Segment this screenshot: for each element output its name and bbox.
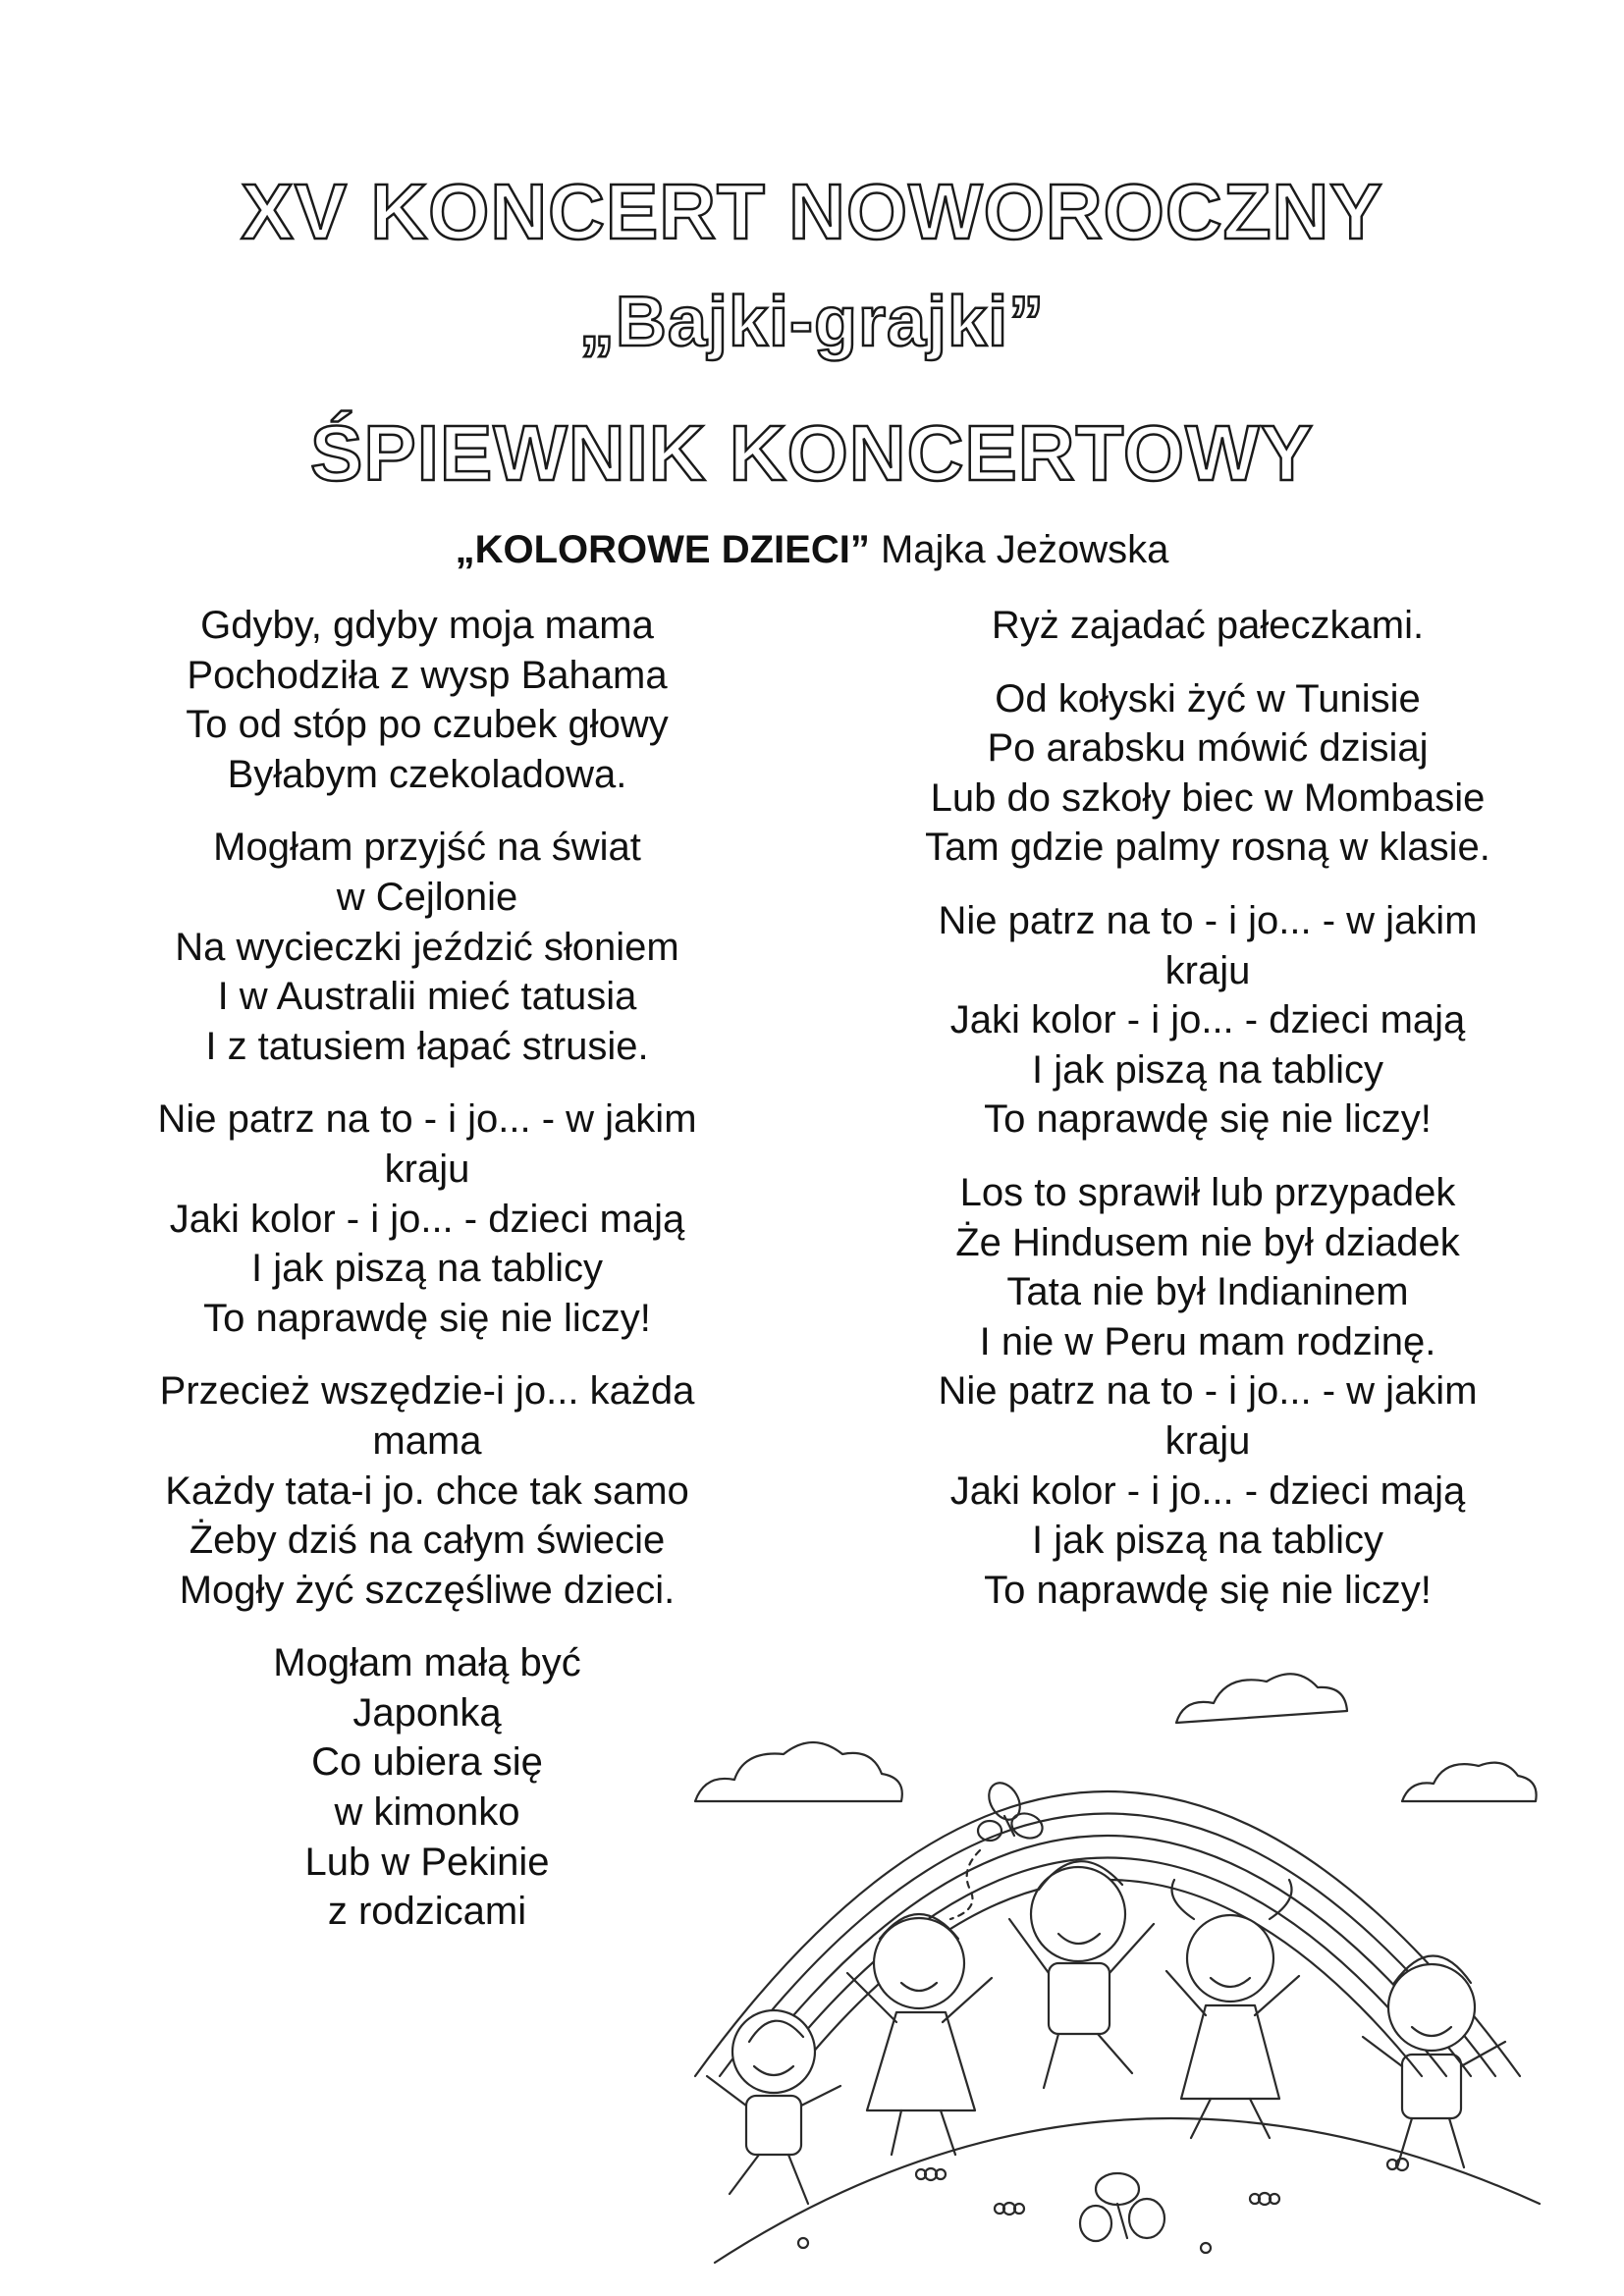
- lyric-line: kraju: [384, 1147, 470, 1191]
- lyric-line: Japonką: [352, 1690, 502, 1735]
- stanza: [874, 601, 1542, 651]
- lyric-line: Jaki kolor - i jo... - dzieci mają: [949, 998, 1466, 1042]
- child-2: [847, 1914, 992, 2155]
- lyric-line: Tata nie był Indianinem: [1006, 1270, 1409, 1314]
- song-title: „KOLOROWE DZIECI”: [455, 528, 870, 571]
- lyric-line: Żeby dziś na całym świecie: [189, 1519, 666, 1563]
- lyrics-right-column: [874, 601, 1542, 1638]
- stanza: [108, 1638, 746, 1937]
- lyric-line: To naprawdę się nie liczy!: [984, 1568, 1432, 1612]
- concert-title: XV KONCERT NOWOROCZNY: [241, 168, 1383, 255]
- stanza: [108, 601, 746, 799]
- lyric-line: Lub w Pekinie: [304, 1840, 550, 1884]
- lyric-line: Lub do szkoły biec w Mombasie: [930, 775, 1486, 820]
- lyric-line: Co ubiera się: [311, 1740, 543, 1785]
- children-rainbow-illustration-icon: [656, 1654, 1569, 2272]
- lyric-line: Po arabsku mówić dzisiaj: [987, 726, 1429, 771]
- lyric-line: I w Australii mieć tatusia: [217, 975, 637, 1019]
- concert-subtitle: „Bajki-grajki”: [578, 283, 1046, 361]
- lyric-line: kraju: [1164, 948, 1251, 992]
- songbook-title: ŚPIEWNIK KONCERTOWY: [309, 409, 1314, 497]
- hill: [715, 2118, 1540, 2263]
- child-3: [1009, 1861, 1154, 2088]
- lyric-line: Los to sprawił lub przypadek: [959, 1170, 1456, 1214]
- lyric-line: Nie patrz na to - i jo... - w jakim: [938, 898, 1478, 942]
- clouds: [695, 1674, 1537, 1801]
- lyric-line: I nie w Peru mam rodzinę.: [979, 1319, 1436, 1363]
- lyric-line: Tam gdzie palmy rosną w klasie.: [925, 826, 1490, 870]
- lyric-line: I z tatusiem łapać strusie.: [205, 1024, 649, 1068]
- lyric-line: Byłabym czekoladowa.: [227, 752, 627, 796]
- butterfly-bottom: [1080, 2173, 1164, 2241]
- lyric-line: Od kołyski żyć w Tunisie: [995, 676, 1421, 721]
- lyric-line: Mogłam przyjść na świat: [213, 826, 641, 870]
- lyric-line: To od stóp po czubek głowy: [186, 703, 669, 747]
- lyric-line: Że Hindusem nie był dziadek: [955, 1220, 1460, 1264]
- lyric-line: Jaki kolor - i jo... - dzieci mają: [169, 1197, 685, 1241]
- lyric-line: I jak piszą na tablicy: [1032, 1519, 1383, 1563]
- lyric-line: To naprawdę się nie liczy!: [203, 1296, 651, 1340]
- lyrics-left-column: [108, 601, 746, 1960]
- lyric-line: mama: [372, 1418, 482, 1463]
- lyric-line: Pochodziła z wysp Bahama: [187, 653, 668, 697]
- lyric-line: To naprawdę się nie liczy!: [984, 1097, 1432, 1142]
- song-heading: [0, 526, 1624, 573]
- lyric-line: I jak piszą na tablicy: [251, 1247, 603, 1291]
- song-author: Majka Jeżowska: [880, 528, 1169, 571]
- lyric-line: Ryż zajadać pałeczkami.: [991, 604, 1425, 647]
- lyric-line: z rodzicami: [327, 1890, 527, 1934]
- stanza: [108, 1366, 746, 1615]
- lyric-line: Każdy tata-i jo. chce tak samo: [165, 1468, 689, 1513]
- stanza: [108, 823, 746, 1071]
- stanza: [874, 1168, 1542, 1615]
- lyric-line: Nie patrz na to - i jo... - w jakim: [938, 1369, 1478, 1414]
- child-1: [707, 2010, 840, 2204]
- lyric-line: kraju: [1164, 1418, 1251, 1463]
- lyric-line: Na wycieczki jeździć słoniem: [175, 925, 679, 969]
- lyric-line: w kimonko: [334, 1790, 520, 1835]
- lyric-line: Gdyby, gdyby moja mama: [200, 604, 654, 647]
- lyric-line: Mogłam małą być: [273, 1641, 581, 1685]
- child-4: [1166, 1880, 1299, 2138]
- lyric-line: I jak piszą na tablicy: [1032, 1047, 1383, 1092]
- stanza: [874, 674, 1542, 873]
- stanza: [108, 1095, 746, 1343]
- lyric-line: Przecież wszędzie-i jo... każda: [159, 1369, 695, 1414]
- lyric-line: Jaki kolor - i jo... - dzieci mają: [949, 1468, 1466, 1513]
- lyric-line: w Cejlonie: [336, 875, 518, 919]
- lyric-line: Mogły żyć szczęśliwe dzieci.: [179, 1568, 676, 1612]
- lyric-line: Nie patrz na to - i jo... - w jakim: [157, 1097, 697, 1142]
- stanza: [874, 896, 1542, 1145]
